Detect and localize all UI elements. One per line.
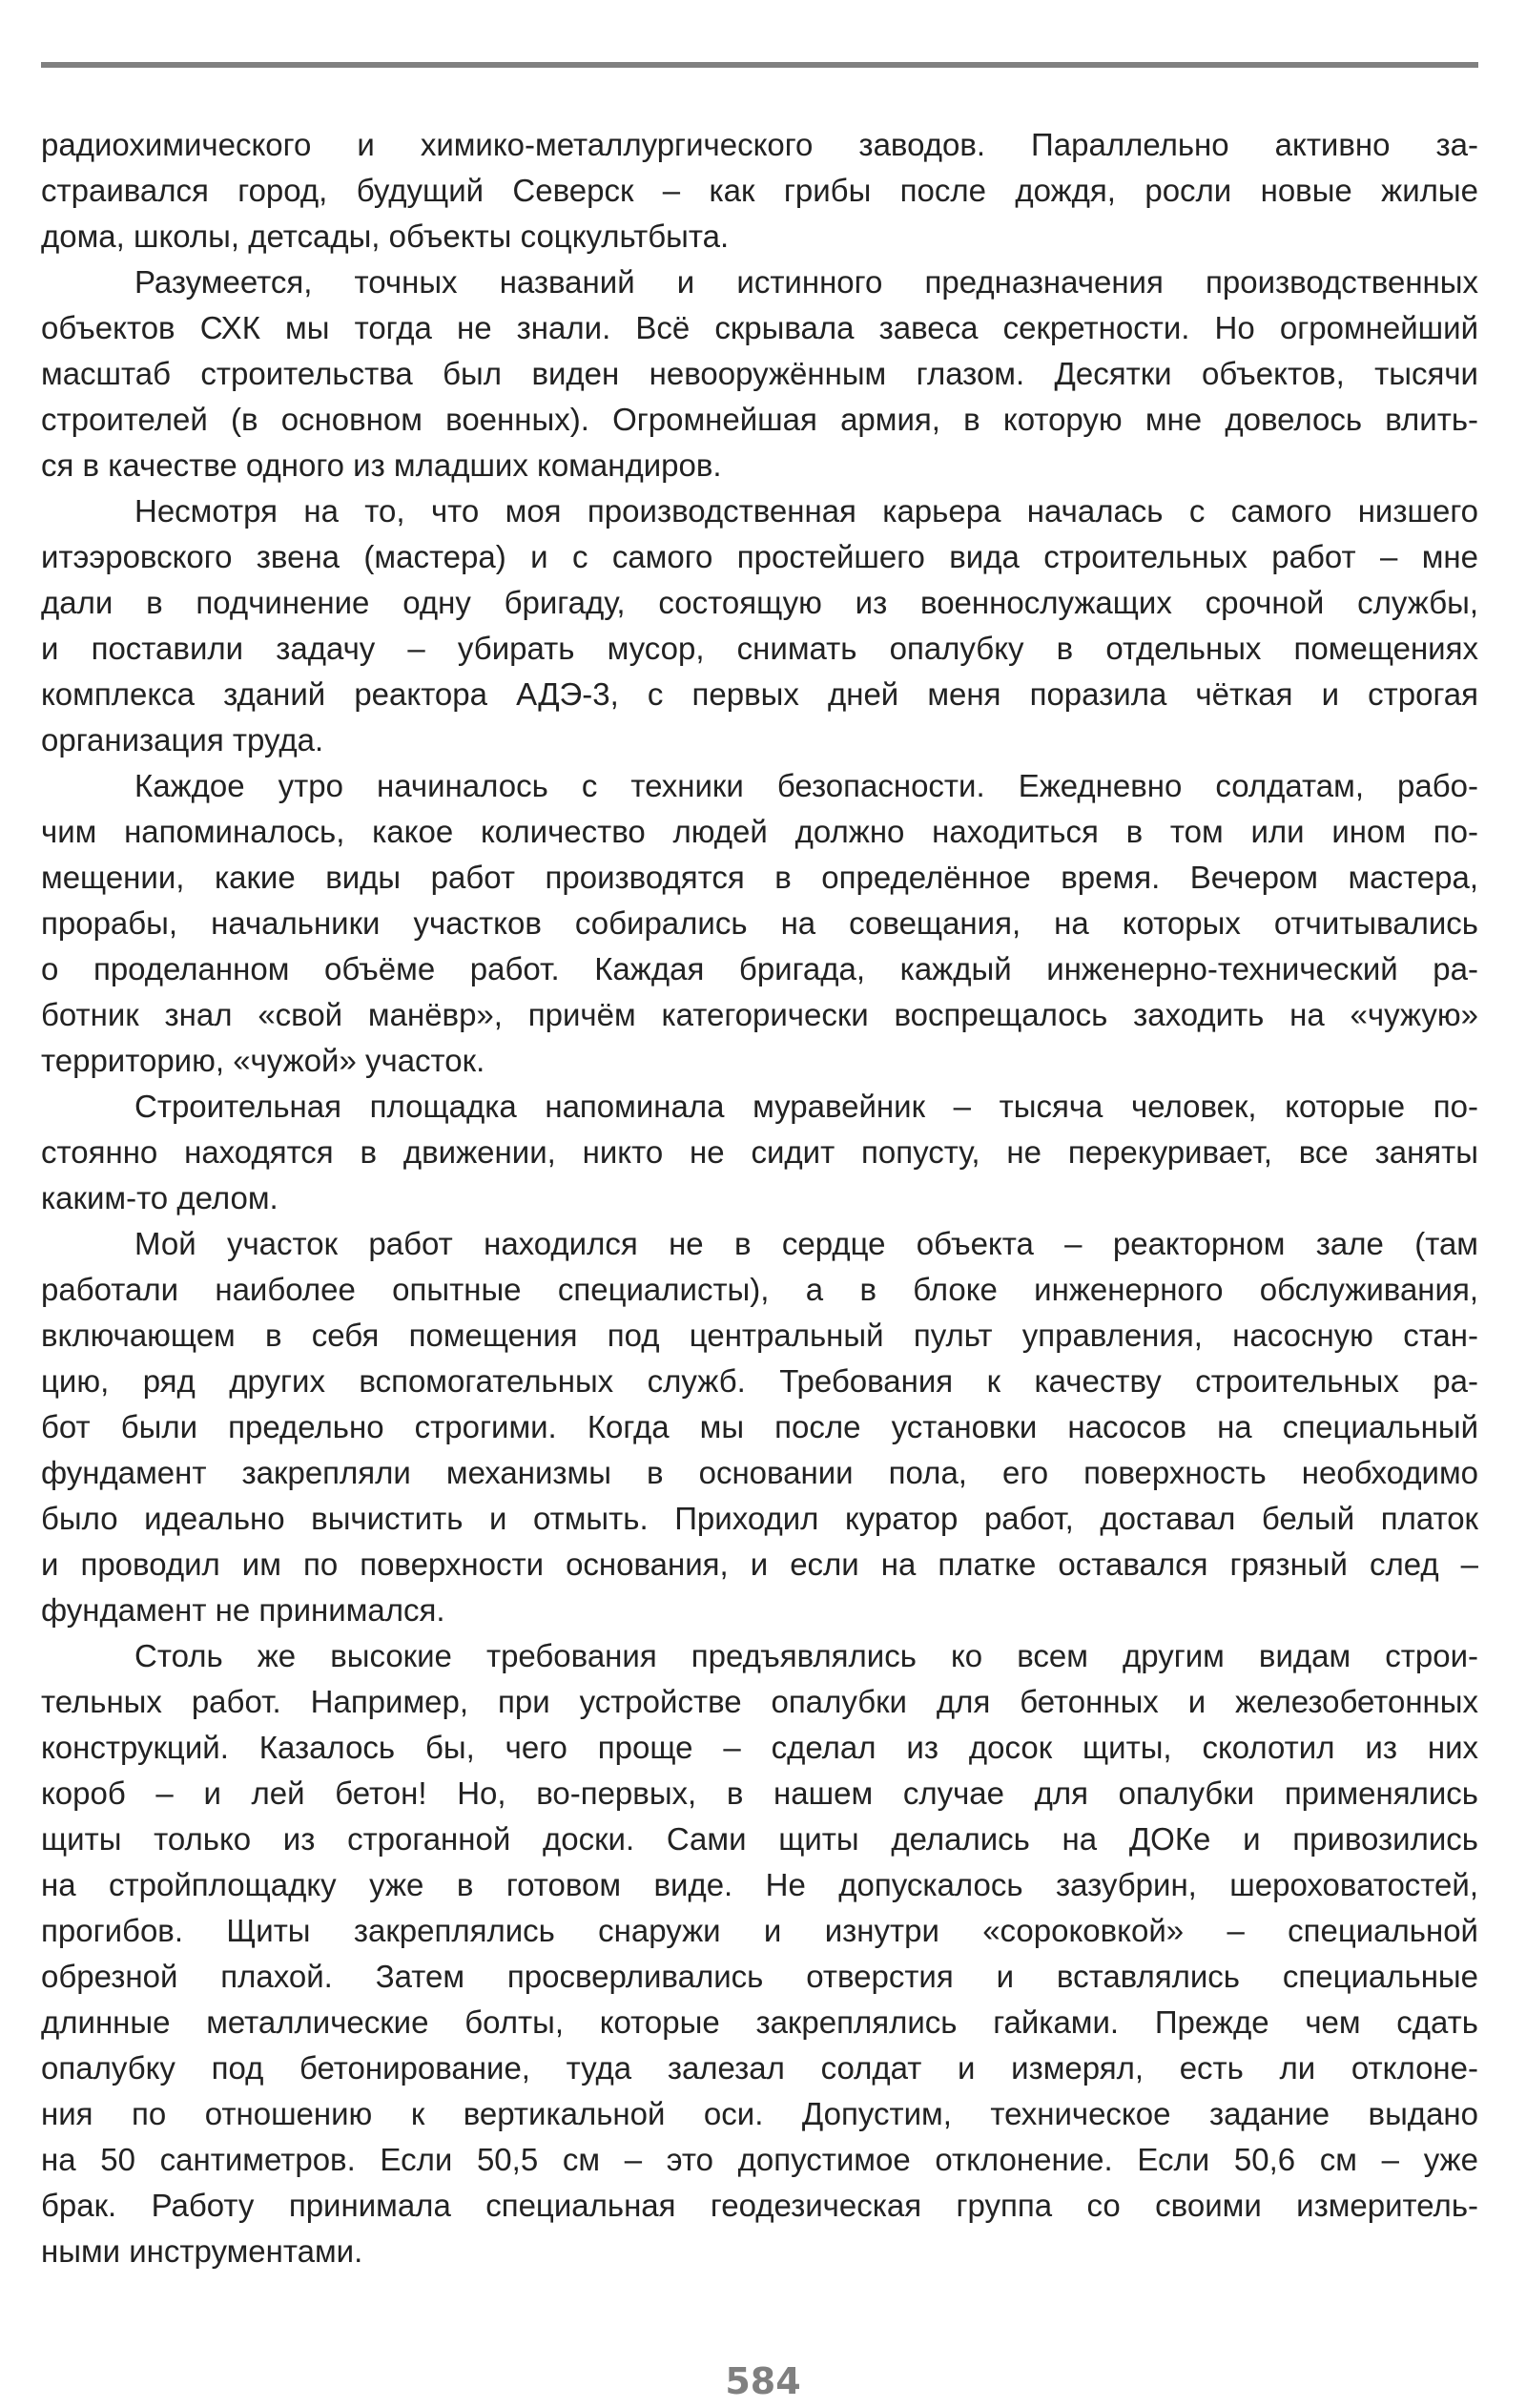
text-line: комплекса зданий реактора АДЭ-3, с первых дней меня поразила чёткая и строгая [41, 676, 1478, 712]
text-line: организация труда. [41, 722, 324, 758]
text-line: фундамент не принимался. [41, 1592, 445, 1628]
text-line: прорабы, начальники участков собирались на совещания, на которых отчитывались [41, 905, 1478, 941]
text-line: Каждое утро начиналось с техники безопасности. Ежедневно солдатам, рабо- [134, 768, 1478, 803]
paragraph [41, 1633, 1478, 2274]
text-line: длинные металлические болты, которые закреплялись гайками. Прежде чем сдать [41, 2004, 1478, 2040]
text-line: цию, ряд других вспомогательных служб. Требования к качеству строительных ра- [41, 1363, 1478, 1399]
text-line: ными инструментами. [41, 2233, 363, 2269]
text-line: тельных работ. Например, при устройстве опалубки для бетонных и железобетонных [41, 1684, 1478, 1719]
text-line: на 50 сантиметров. Если 50,5 см – это допустимое отклонение. Если 50,6 см – уже [41, 2142, 1478, 2177]
text-line: объектов СХК мы тогда не знали. Всё скрывала завеса секретности. Но огромнейший [41, 310, 1478, 345]
text-line: Столь же высокие требования предъявлялись ко всем другим видам строи- [134, 1638, 1478, 1673]
paragraph [41, 1084, 1478, 1221]
text-line: стоянно находятся в движении, никто не сидит попусту, не перекуривает, все заняты [41, 1134, 1478, 1170]
text-line: включающем в себя помещения под центральный пульт управления, насосную стан- [41, 1318, 1478, 1353]
text-line: Строительная площадка напоминала муравейник – тысяча человек, которые по- [134, 1089, 1478, 1124]
text-line: страивался город, будущий Северск – как грибы после дождя, росли новые жилые [41, 173, 1478, 208]
body-text [41, 122, 1478, 2274]
text-line: масштаб строительства был виден невооружённым глазом. Десятки объектов, тысячи [41, 356, 1478, 391]
text-line: ния по отношению к вертикальной оси. Допустим, техническое задание выдано [41, 2096, 1478, 2131]
text-line: и поставили задачу – убирать мусор, снимать опалубку в отдельных помещениях [41, 631, 1478, 666]
text-line: ботник знал «свой манёвр», причём категорически воспрещалось заходить на «чужую» [41, 997, 1478, 1032]
paragraph [41, 259, 1478, 488]
text-line: дома, школы, детсады, объекты соцкультбыта. [41, 218, 730, 254]
text-line: прогибов. Щиты закреплялись снаружи и изнутри «сороковкой» – специальной [41, 1913, 1478, 1948]
text-line: короб – и лей бетон! Но, во-первых, в нашем случае для опалубки применялись [41, 1775, 1478, 1811]
text-line: конструкций. Казалось бы, чего проще – сделал из досок щиты, сколотил из них [41, 1730, 1478, 1765]
paragraph [41, 1221, 1478, 1633]
text-line: радиохимического и химико-металлургического заводов. Параллельно активно за- [41, 127, 1478, 162]
text-line: опалубку под бетонирование, туда залезал солдат и измерял, есть ли отклоне- [41, 2050, 1478, 2086]
text-line: брак. Работу принимала специальная геодезическая группа со своими измеритель- [41, 2188, 1478, 2223]
text-line: щиты только из строганной доски. Сами щиты делались на ДОКе и привозились [41, 1821, 1478, 1857]
header-rule [41, 62, 1478, 68]
text-line: было идеально вычистить и отмыть. Приходил куратор работ, доставал белый платок [41, 1501, 1478, 1536]
text-line: чим напоминалось, какое количество людей должно находиться в том или ином по- [41, 814, 1478, 849]
paragraph [41, 763, 1478, 1084]
text-line: о проделанном объёме работ. Каждая бригада, каждый инженерно-технический ра- [41, 951, 1478, 986]
text-line: и проводил им по поверхности основания, и если на платке оставался грязный след – [41, 1547, 1478, 1582]
paragraph [41, 488, 1478, 763]
page-number: 584 [725, 2360, 801, 2402]
text-line: строителей (в основном военных). Огромнейшая армия, в которую мне довелось влить- [41, 402, 1478, 437]
text-line: территорию, «чужой» участок. [41, 1043, 485, 1078]
text-line: ся в качестве одного из младших командиров. [41, 447, 722, 483]
text-line: дали в подчинение одну бригаду, состоящую из военнослужащих срочной службы, [41, 585, 1478, 620]
text-line: Несмотря на то, что моя производственная карьера началась с самого низшего [134, 493, 1478, 529]
text-line: каким-то делом. [41, 1180, 278, 1215]
text-line: обрезной плахой. Затем просверливались отверстия и вставлялись специальные [41, 1959, 1478, 1994]
text-line: бот были предельно строгими. Когда мы после установки насосов на специальный [41, 1409, 1478, 1444]
text-line: фундамент закрепляли механизмы в основании пола, его поверхность необходимо [41, 1455, 1478, 1490]
text-line: мещении, какие виды работ производятся в определённое время. Вечером мастера, [41, 860, 1478, 895]
text-line: итээровского звена (мастера) и с самого простейшего вида строительных работ – мне [41, 539, 1478, 574]
text-line: на стройплощадку уже в готовом виде. Не допускалось зазубрин, шероховатостей, [41, 1867, 1478, 1902]
text-line: работали наиболее опытные специалисты), а в блоке инженерного обслуживания, [41, 1272, 1478, 1307]
paragraph [41, 122, 1478, 259]
text-line: Разумеется, точных названий и истинного предназначения производственных [134, 264, 1478, 300]
text-line: Мой участок работ находился не в сердце объекта – реакторном зале (там [134, 1226, 1478, 1261]
